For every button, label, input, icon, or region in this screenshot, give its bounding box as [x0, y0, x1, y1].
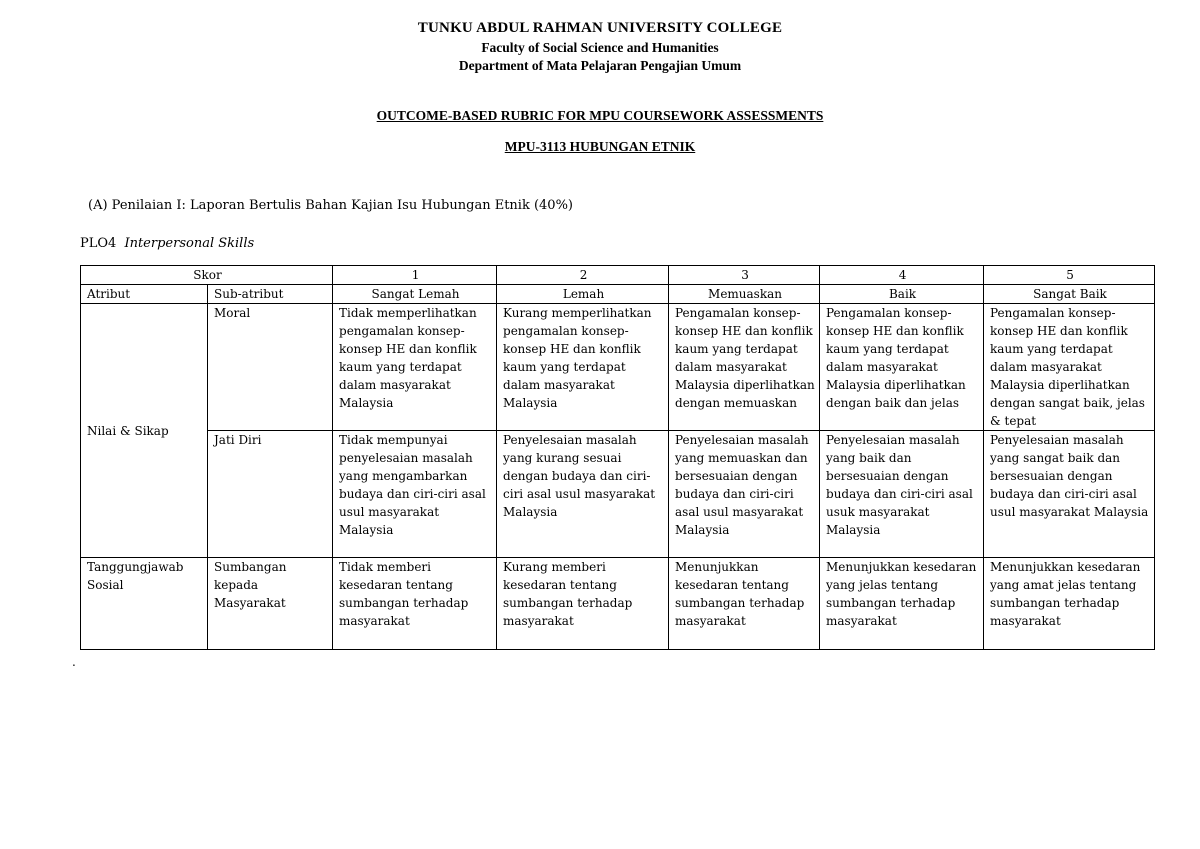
rubric-cell: Kurang memperlihatkan pengamalan konsep-konsep HE dan konflik kaum yang terdapat dalam masyarakat Malaysia: [497, 304, 669, 431]
rubric-cell: Penyelesaian masalah yang kurang sesuai dengan budaya dan ciri-ciri asal usul masyarakat Malaysia: [497, 431, 669, 558]
atribut-nilai-sikap: Nilai & Sikap: [81, 304, 208, 558]
rubric-cell: Kurang memberi kesedaran tentang sumbangan terhadap masyarakat: [497, 558, 669, 650]
level-2-label: Lemah: [497, 285, 669, 304]
score-label: Skor: [81, 266, 333, 285]
rubric-cell: Penyelesaian masalah yang baik dan bersesuaian dengan budaya dan ciri-ciri asal usuk masyarakat Malaysia: [820, 431, 984, 558]
assessment-intro: (A) Penilaian I: Laporan Bertulis Bahan Kajian Isu Hubungan Etnik (40%): [88, 198, 573, 213]
score-4: 4: [820, 266, 984, 285]
atribut-tanggungjawab-sosial: Tanggungjawab Sosial: [81, 558, 208, 650]
faculty-name: Faculty of Social Science and Humanities: [481, 40, 719, 55]
sub-atribut-sumbangan: Sumbangan kepada Masyarakat: [208, 558, 333, 650]
rubric-cell: Tidak memperlihatkan pengamalan konsep-konsep HE dan konflik kaum yang terdapat dalam masyarakat Malaysia: [333, 304, 497, 431]
rubric-cell: Menunjukkan kesedaran tentang sumbangan terhadap masyarakat: [669, 558, 820, 650]
department-name: Department of Mata Pelajaran Pengajian Umum: [458, 58, 742, 73]
rubric-cell: Pengamalan konsep-konsep HE dan konflik kaum yang terdapat dalam masyarakat Malaysia diperlihatkan dengan memuaskan: [669, 304, 820, 431]
rubric-cell: Pengamalan konsep-konsep HE dan konflik kaum yang terdapat dalam masyarakat Malaysia diperlihatkan dengan baik dan jelas: [820, 304, 984, 431]
rubric-cell: Menunjukkan kesedaran yang jelas tentang sumbangan terhadap masyarakat: [820, 558, 984, 650]
rubric-row-sumbangan: [81, 558, 1155, 650]
score-3: 3: [669, 266, 820, 285]
rubric-cell: Tidak mempunyai penyelesaian masalah yang mengambarkan budaya dan ciri-ciri asal usul masyarakat Malaysia: [333, 431, 497, 558]
rubric-cell: Penyelesaian masalah yang sangat baik dan bersesuaian dengan budaya dan ciri-ciri asal usul masyarakat Malaysia: [984, 431, 1155, 558]
rubric-cell: Penyelesaian masalah yang memuaskan dan bersesuaian dengan budaya dan ciri-ciri asal usul masyarakat Malaysia: [669, 431, 820, 558]
rubric-cell: Tidak memberi kesedaran tentang sumbangan terhadap masyarakat: [333, 558, 497, 650]
header-row: [81, 285, 1155, 304]
institution-name: TUNKU ABDUL RAHMAN UNIVERSITY COLLEGE: [417, 20, 783, 36]
plo-line: [80, 236, 254, 251]
level-3-label: Memuaskan: [669, 285, 820, 304]
score-1: 1: [333, 266, 497, 285]
plo-code: PLO4: [80, 236, 117, 251]
rubric-table: [80, 265, 1155, 650]
rubric-row-moral: [81, 304, 1155, 431]
score-row: [81, 266, 1155, 285]
rubric-title: OUTCOME-BASED RUBRIC FOR MPU COURSEWORK ASSESSMENTS: [376, 108, 824, 123]
course-title: MPU-3113 HUBUNGAN ETNIK: [504, 139, 696, 154]
plo-description: Interpersonal Skills: [124, 236, 255, 251]
level-4-label: Baik: [820, 285, 984, 304]
score-5: 5: [984, 266, 1155, 285]
sub-atribut-jati-diri: Jati Diri: [208, 431, 333, 558]
footer-dot: .: [72, 655, 76, 669]
level-1-label: Sangat Lemah: [333, 285, 497, 304]
sub-atribut-header: Sub-atribut: [208, 285, 333, 304]
rubric-row-jati-diri: [81, 431, 1155, 558]
rubric-cell: Pengamalan konsep-konsep HE dan konflik kaum yang terdapat dalam masyarakat Malaysia diperlihatkan dengan sangat baik, jelas & tepat: [984, 304, 1155, 431]
atribut-header: Atribut: [81, 285, 208, 304]
sub-atribut-moral: Moral: [208, 304, 333, 431]
rubric-cell: Menunjukkan kesedaran yang amat jelas tentang sumbangan terhadap masyarakat: [984, 558, 1155, 650]
level-5-label: Sangat Baik: [984, 285, 1155, 304]
score-2: 2: [497, 266, 669, 285]
